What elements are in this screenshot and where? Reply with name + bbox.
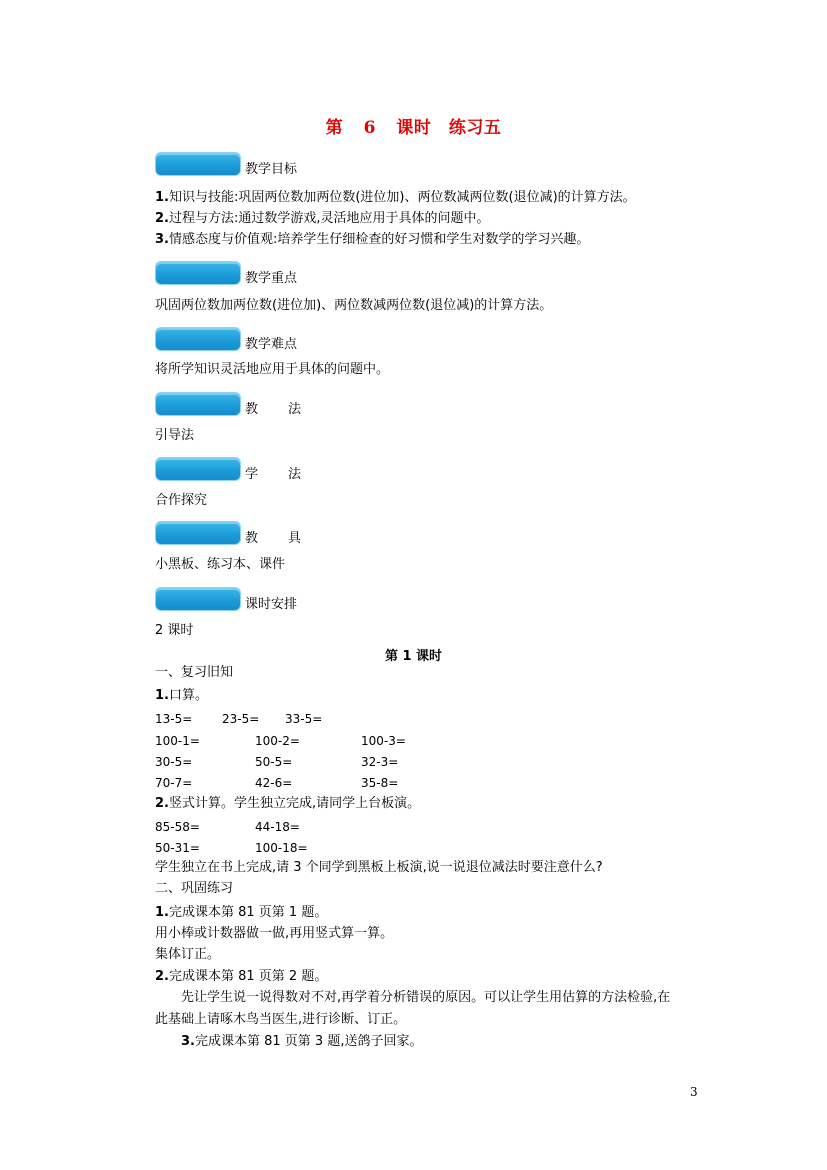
oral-calc-heading: 1.口算。 <box>155 688 208 703</box>
section-header-key-point <box>155 259 297 285</box>
lesson-title: 第 1 课时 <box>384 649 443 664</box>
goal-line-2: 2.过程与方法:通过数学游戏,灵活地应用于具体的问题中。 <box>155 211 490 226</box>
practice-item-1: 1.完成课本第 81 页第 1 题。 <box>155 905 328 920</box>
page-number: 3 <box>690 1085 698 1099</box>
section-header-goals <box>155 150 297 176</box>
vertical-calc-heading: 2.竖式计算。学生独立完成,请同学上台板演。 <box>155 796 421 811</box>
section-header-tools <box>155 519 331 545</box>
review-heading: 一、复习旧知 <box>155 665 234 680</box>
section-label: 教学难点 <box>245 337 298 352</box>
practice-paragraph-line-1: 先让学生说一说得数对不对,再学着分析错误的原因。可以让学生用估算的方法检验,在 <box>181 990 671 1005</box>
tools-text: 小黑板、练习本、课件 <box>155 557 286 572</box>
section-label: 课时安排 <box>245 597 298 612</box>
difficulty-text: 将所学知识灵活地应用于具体的问题中。 <box>155 362 390 377</box>
schedule-text: 2 课时 <box>155 623 194 638</box>
teaching-method-text: 引导法 <box>155 428 195 443</box>
vertical-note: 学生独立在书上完成,请 3 个同学到黑板上板演,说一说退位减法时要注意什么? <box>155 860 603 875</box>
section-header-schedule <box>155 585 297 611</box>
section-badge <box>155 457 241 481</box>
section-label: 学法 <box>245 467 332 482</box>
section-header-teaching-method <box>155 390 331 416</box>
document-page: 第 6 课时 练习五 教学目标 1.知识与技能:巩固两位数加两位数(进位加)、两位数减两位数(退位减)的计算方法。 2.过程与方法:通过数学游戏,灵活地应用于具体的问题中。 3.情感态度与价值观:培养学生仔细检查的好习惯和学生对数学的学习兴趣。 教学重点 巩固两位数加两位数(进位加)、两位数减两位数(退位减)的计算方法。 教学难点 将所学知识灵活地应用于具体的问题中。 教法 引导法 学法 合作探究 教具 小黑板、练习本、课件 课时安排 2 课时 第 1 课时 一、复习旧知 1.口算。 13-5= 23-5= 33-5= 100-1= 100-2= 100-3= 30-5= 50-5= 32-3= 70-7= 42-6= 35-8= 2.竖式计算。学生独立完成,请同学上台板演。 85-58= 44-18= 50-31= 100-18= 学生独立在书上完成,请 3 个同学到黑板上板演,说一说退位减法时要注意什么? 二、巩固练习 1.完成课本第 81 页第 1 题。 用小棒或计数器做一做,再用竖式算一算。 集体订正。 2.完成课本第 81 页第 2 题。 先让学生说一说得数对不对,再学着分析错误的原因。可以让学生用估算的方法检验,在 此基础上请啄木鸟当医生,进行诊断、订正。 3.完成课本第 81 页第 3 题,送鸽子回家。 3 <box>0 0 827 1170</box>
section-label: 教学重点 <box>245 271 298 286</box>
section-label: 教法 <box>245 402 332 417</box>
learning-method-text: 合作探究 <box>155 493 208 508</box>
goal-line-1: 1.知识与技能:巩固两位数加两位数(进位加)、两位数减两位数(退位减)的计算方法。 <box>155 190 636 205</box>
practice-paragraph-line-2: 此基础上请啄木鸟当医生,进行诊断、订正。 <box>155 1012 407 1027</box>
key-point-text: 巩固两位数加两位数(进位加)、两位数减两位数(退位减)的计算方法。 <box>155 298 553 313</box>
section-badge <box>155 327 241 351</box>
section-badge <box>155 392 241 416</box>
section-label: 教学目标 <box>245 162 298 177</box>
section-badge <box>155 521 241 545</box>
section-badge <box>155 261 241 285</box>
practice-item-3: 3.完成课本第 81 页第 3 题,送鸽子回家。 <box>181 1034 423 1049</box>
practice-heading: 二、巩固练习 <box>155 881 234 896</box>
practice-line: 用小棒或计数器做一做,再用竖式算一算。 <box>155 926 394 941</box>
practice-line: 集体订正。 <box>155 947 221 962</box>
page-title: 第 6 课时 练习五 <box>325 118 502 138</box>
section-header-difficulty <box>155 325 297 351</box>
section-badge <box>155 587 241 611</box>
section-header-learning-method <box>155 455 331 481</box>
section-badge <box>155 152 241 176</box>
goal-line-3: 3.情感态度与价值观:培养学生仔细检查的好习惯和学生对数学的学习兴趣。 <box>155 232 590 247</box>
section-label: 教具 <box>245 531 332 546</box>
practice-item-2: 2.完成课本第 81 页第 2 题。 <box>155 969 328 984</box>
